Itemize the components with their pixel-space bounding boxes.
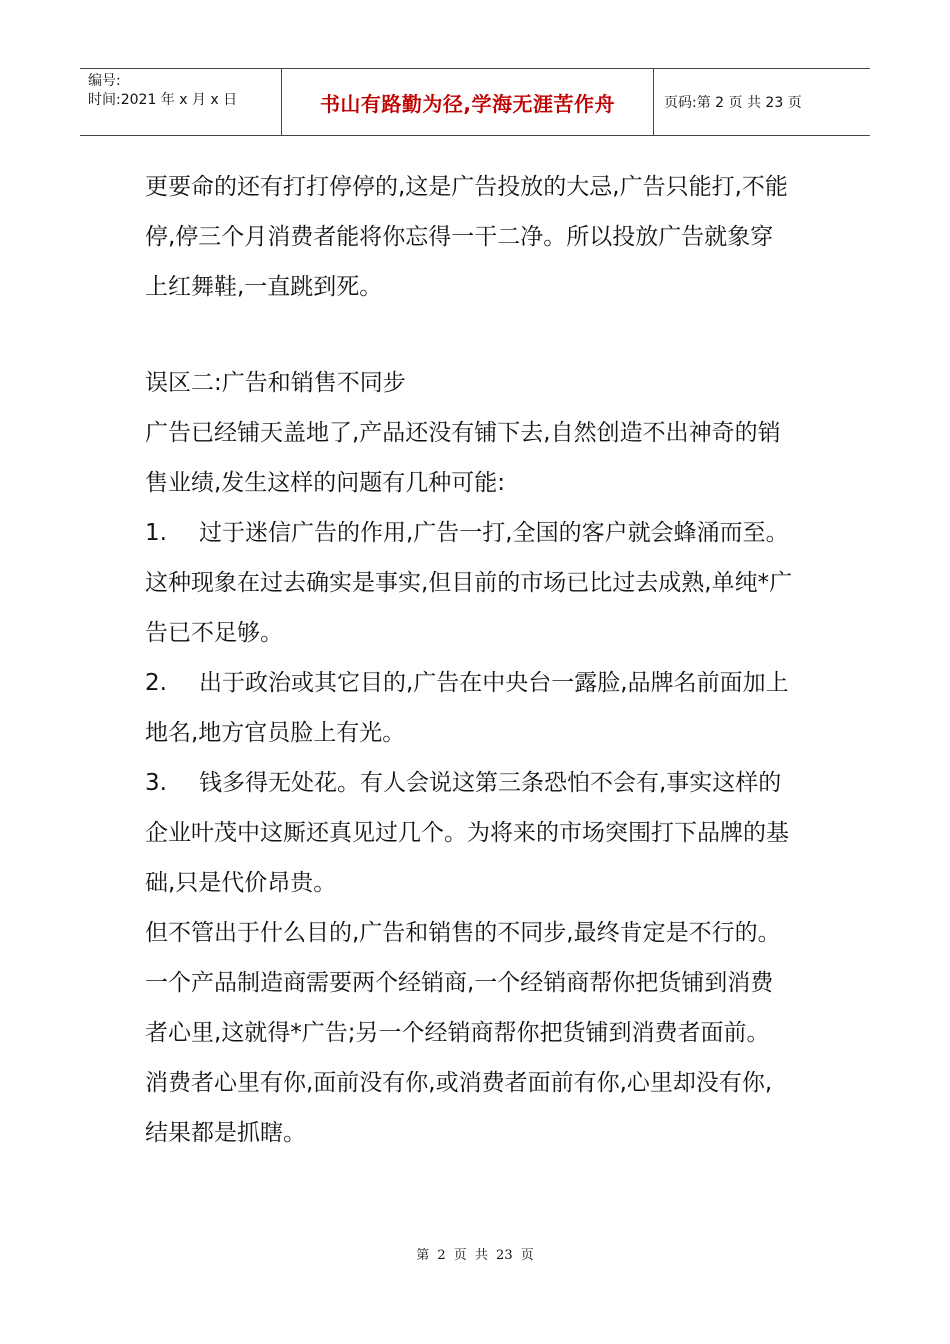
header-motto: 书山有路勤为径,学海无涯苦作舟: [282, 69, 654, 135]
header-page-label: 页码:第 2 页 共 23 页: [664, 95, 802, 111]
paragraph-3: 但不管出于什么目的,广告和销售的不同步,最终肯定是不行的。一个产品制造商需要两个经销商,一个经销商帮你把货铺到消费者心里,这就得*广告;另一个经销商帮你把货铺到消费者面前。: [145, 920, 781, 1046]
document-body: [145, 162, 795, 1158]
list-text: 钱多得无处花。有人会说这第三条恐怕不会有,事实这样的企业叶茂中这厮还真见过几个。为将来的市场突围打下品牌的基础,只是代价昂贵。: [145, 770, 789, 896]
header-meta: [80, 69, 282, 135]
list-number: 1.: [145, 520, 167, 546]
list-text: 出于政治或其它目的,广告在中央台一露脸,品牌名前面加上地名,地方官员脸上有光。: [145, 670, 789, 746]
paragraph-gap: [145, 312, 795, 358]
list-item-3: [145, 758, 795, 908]
list-item-2: [145, 658, 795, 758]
list-item-1: [145, 508, 795, 658]
document-number-label: 编号:: [88, 73, 121, 89]
page-footer: 第 2 页 共 23 页: [416, 1248, 534, 1263]
paragraph-4: 消费者心里有你,面前没有你,或消费者面前有你,心里却没有你,结果都是抓瞎。: [145, 1070, 773, 1146]
list-number: 3.: [145, 770, 167, 796]
list-number: 2.: [145, 670, 167, 696]
paragraph-1: 更要命的还有打打停停的,这是广告投放的大忌,广告只能打,不能停,停三个月消费者能将你忘得一干二净。所以投放广告就象穿上红舞鞋,一直跳到死。: [145, 174, 788, 300]
list-text: 过于迷信广告的作用,广告一打,全国的客户就会蜂涌而至。这种现象在过去确实是事实,但目前的市场已比过去成熟,单纯*广告已不足够。: [145, 520, 793, 646]
page-header: [80, 68, 870, 136]
section-heading: 误区二:广告和销售不同步: [145, 370, 406, 396]
document-time-label: 时间:2021 年 x 月 x 日: [88, 92, 238, 108]
paragraph-2: 广告已经铺天盖地了,产品还没有铺下去,自然创造不出神奇的销售业绩,发生这样的问题有几种可能:: [145, 420, 781, 496]
